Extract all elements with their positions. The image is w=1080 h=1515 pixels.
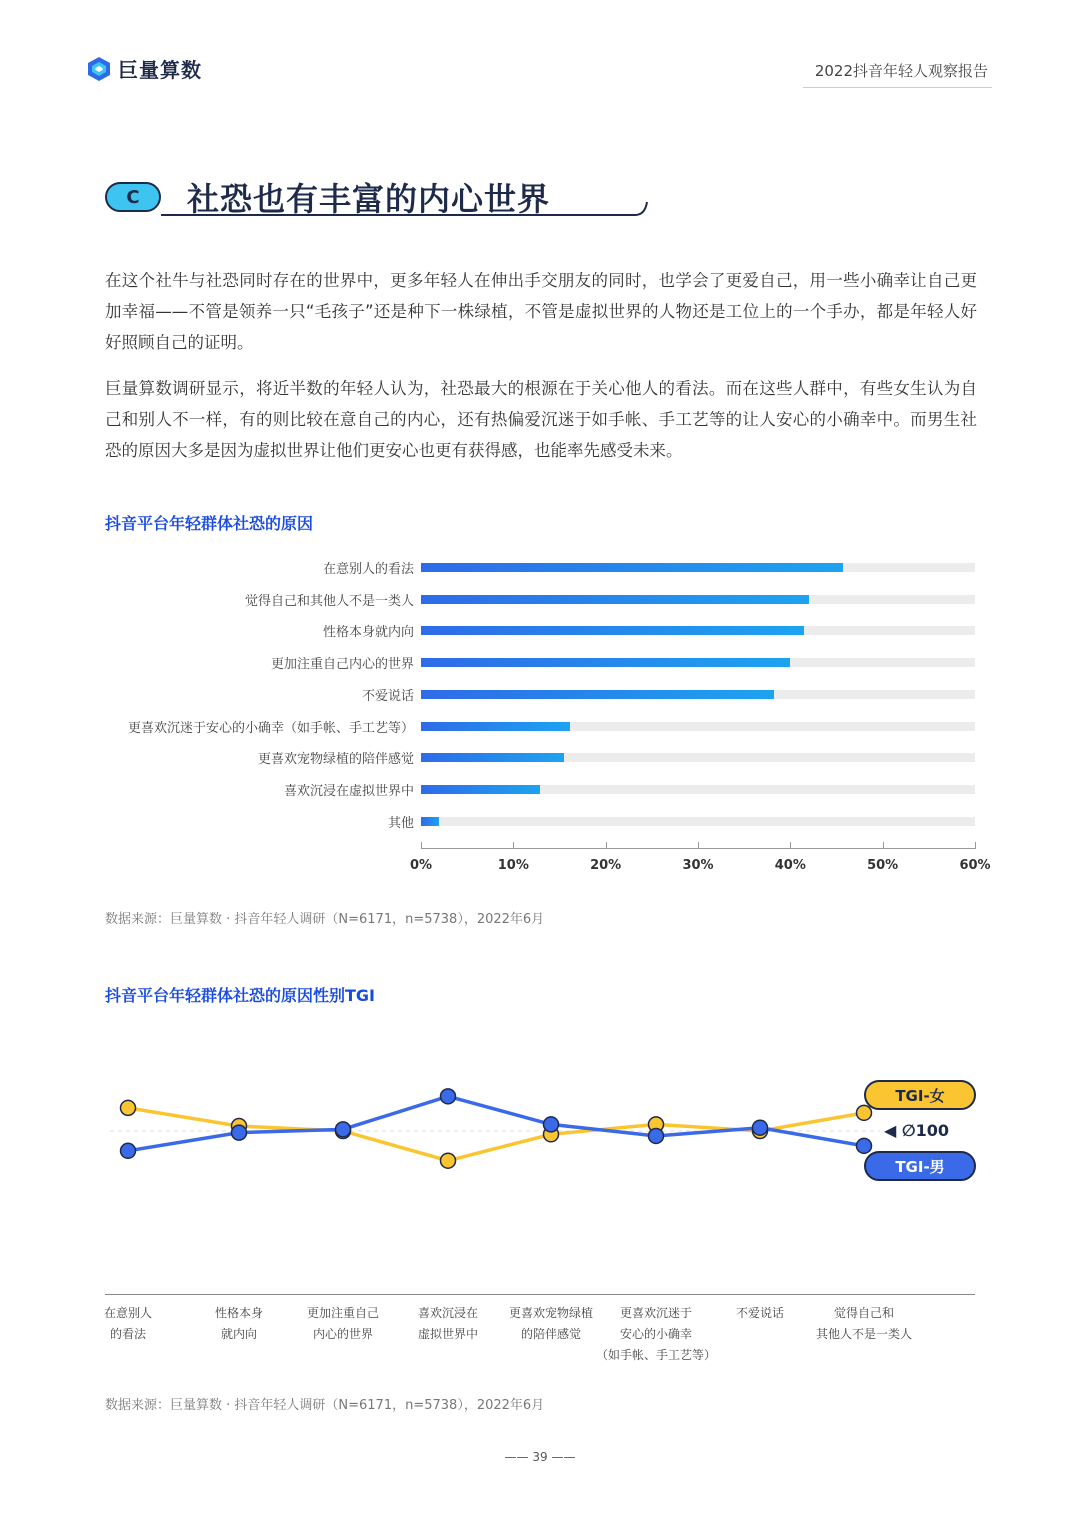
page-number-value: 39 <box>532 1450 548 1464</box>
page-dash-left: —— <box>504 1450 529 1464</box>
tick-label: 40% <box>774 858 806 873</box>
section-badge: C <box>105 182 161 212</box>
tick-mark <box>883 842 884 849</box>
tgi-category-label: 更喜欢宠物绿植 的陪伴感觉 <box>508 1306 594 1341</box>
bar <box>421 563 843 572</box>
tick-label: 10% <box>497 858 529 873</box>
tgi-category-label: 在意别人 的看法 <box>103 1306 153 1341</box>
tgi-category-label: 性格本身 就内向 <box>214 1306 264 1341</box>
bar <box>421 690 774 699</box>
bar <box>421 722 570 731</box>
tgi-axis-line <box>105 1294 975 1295</box>
tick-label: 30% <box>682 858 714 873</box>
point-female <box>857 1105 872 1120</box>
tick-mark <box>975 842 976 849</box>
tgi-category-labels <box>0 1303 1080 1373</box>
baseline-marker <box>884 1121 949 1140</box>
point-male <box>121 1143 136 1158</box>
baseline-value: 100 <box>915 1121 949 1140</box>
bar <box>421 785 540 794</box>
line-chart-title: 抖音平台年轻群体社恐的原因性别TGI <box>105 986 376 1005</box>
tgi-category-label: 更喜欢沉迷于 安心的小确幸 （如手帐、手工艺等） <box>595 1306 717 1362</box>
bar <box>421 626 804 635</box>
tick-label: 60% <box>959 858 991 873</box>
bar <box>421 817 439 826</box>
point-male <box>232 1125 247 1140</box>
tick-mark <box>606 842 607 849</box>
bar-label: 性格本身就内向 <box>322 625 414 641</box>
tick-label: 0% <box>409 858 433 873</box>
findings-paragraph: 巨量算数调研显示，将近半数的年轻人认为，社恐最大的根源在于关心他人的看法。而在这些人群中，有些女生认为自己和别人不一样，有的则比较在意自己的内心，还有热偏爱沉迷于如手帐、手工艺等的让人安心的小确幸中。而男生社恐的原因大多是因为虚拟世界让他们更安心也更有获得感，也能率先感受未来。 <box>105 379 977 460</box>
intro-paragraph: 在这个社牛与社恐同时存在的世界中，更多年轻人在伸出手交朋友的同时，也学会了更爱自己，用一些小确幸让自己更加幸福——不管是领养一只“毛孩子”还是种下一株绿植，不管是虚拟世界的人物还是工位上的一个手办，都是年轻人好好照顾自己的证明。 <box>105 271 977 352</box>
line-chart-source: 数据来源：巨量算数 · 抖音年轻人调研（N=6171，n=5738），2022年6月 <box>105 1398 545 1413</box>
point-male <box>753 1120 768 1135</box>
report-title: 2022抖音年轻人观察报告 <box>803 58 992 88</box>
bar-label: 更喜欢宠物绿植的陪伴感觉 <box>257 752 414 768</box>
bar-label: 喜欢沉浸在虚拟世界中 <box>283 783 414 799</box>
legend-male <box>864 1151 976 1181</box>
bar-label: 觉得自己和其他人不是一类人 <box>244 593 414 609</box>
triangle-left-icon: ◀ <box>884 1121 897 1140</box>
tgi-category-label: 喜欢沉浸在 虚拟世界中 <box>417 1306 479 1341</box>
tgi-category-label: 更加注重自己 内心的世界 <box>306 1306 380 1341</box>
bar-label: 其他 <box>387 815 414 831</box>
legend-male-label: TGI-男 <box>895 1157 945 1176</box>
diameter-icon: ∅ <box>901 1121 916 1140</box>
point-male <box>649 1128 664 1143</box>
point-female <box>441 1153 456 1168</box>
tick-mark <box>790 842 791 849</box>
legend-female <box>864 1080 976 1110</box>
point-male <box>441 1089 456 1104</box>
section-title: 社恐也有丰富的内心世界 <box>187 180 551 218</box>
point-male <box>336 1122 351 1137</box>
bar-label: 更喜欢沉迷于安心的小确幸（如手帐、手工艺等） <box>127 720 414 736</box>
bar-label: 不爱说话 <box>361 688 414 704</box>
tick-mark <box>421 842 422 849</box>
bar <box>421 658 790 667</box>
point-male <box>857 1138 872 1153</box>
point-male <box>544 1117 559 1132</box>
logo-text: 巨量算数 <box>118 58 202 82</box>
bar-chart-source: 数据来源：巨量算数 · 抖音年轻人调研（N=6171，n=5738），2022年6月 <box>105 912 545 927</box>
page-dash-right: —— <box>551 1450 576 1464</box>
bar-chart-title: 抖音平台年轻群体社恐的原因 <box>105 514 314 533</box>
bar <box>421 595 809 604</box>
tick-mark <box>698 842 699 849</box>
point-female <box>121 1100 136 1115</box>
bar <box>421 753 564 762</box>
bar-label: 更加注重自己内心的世界 <box>270 657 414 673</box>
page-number <box>0 1450 1080 1464</box>
tick-label: 20% <box>590 858 622 873</box>
tgi-category-label: 觉得自己和 其他人不是一类人 <box>815 1306 913 1341</box>
bar-track <box>421 817 975 826</box>
tick-label: 50% <box>867 858 899 873</box>
legend-female-label: TGI-女 <box>895 1086 945 1105</box>
tick-mark <box>513 842 514 849</box>
bar-label: 在意别人的看法 <box>322 562 414 577</box>
tgi-category-label: 不爱说话 <box>735 1306 785 1320</box>
